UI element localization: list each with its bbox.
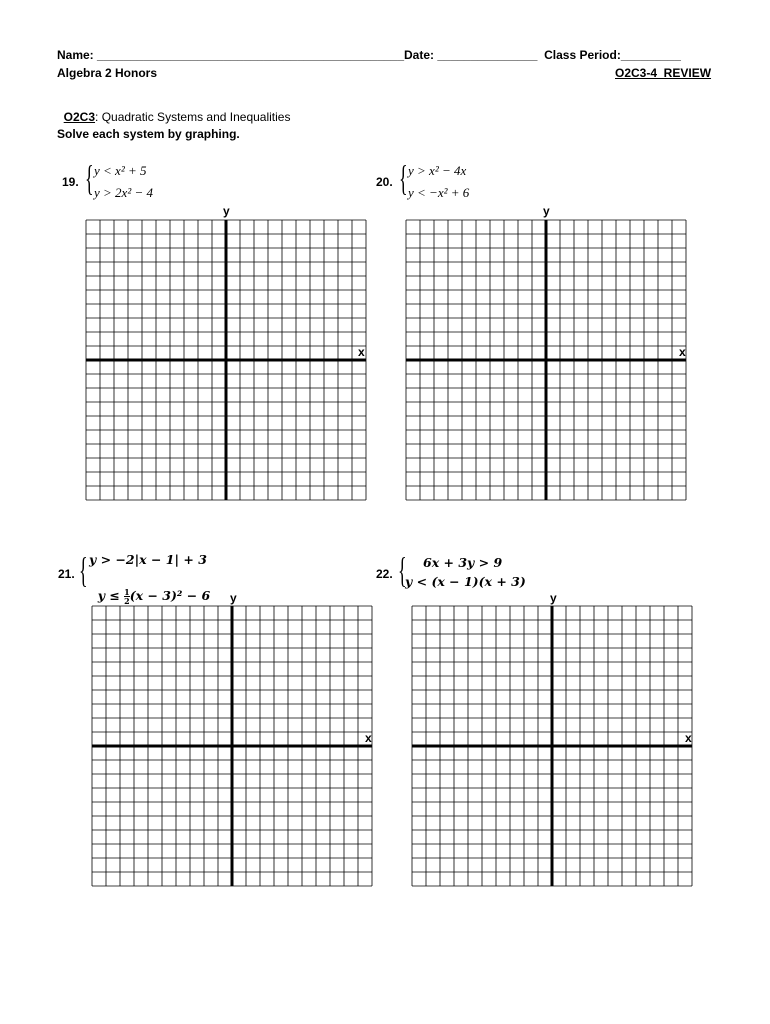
topic-line bbox=[57, 96, 290, 124]
y-axis-label: y bbox=[230, 591, 237, 605]
problem-number: 20. bbox=[376, 175, 393, 189]
coordinate-grid[interactable] bbox=[84, 218, 368, 502]
inequality-2: y < −x² + 6 bbox=[408, 185, 470, 200]
system-brace: { bbox=[85, 158, 94, 198]
topic-code: O2C3 bbox=[63, 110, 96, 124]
x-axis-label: x bbox=[685, 731, 692, 745]
inequality-1: y < x² + 5 bbox=[94, 163, 147, 178]
inequality-2 bbox=[89, 573, 210, 605]
system-brace: { bbox=[79, 550, 88, 590]
y-axis-label: y bbox=[543, 204, 550, 218]
inequality-2: y < (x − 1)(x + 3) bbox=[405, 574, 526, 589]
x-axis-label: x bbox=[365, 731, 372, 745]
inequality-1: y > −2|x − 1| + 3 bbox=[89, 552, 207, 567]
fraction-denominator: 2 bbox=[124, 596, 130, 606]
x-axis-label: x bbox=[358, 345, 365, 359]
system-brace: { bbox=[399, 158, 408, 198]
coordinate-grid[interactable] bbox=[90, 604, 374, 888]
problem-number: 19. bbox=[62, 175, 79, 189]
y-axis-label: y bbox=[223, 204, 230, 218]
inequality-2-right: (x − 3)² − 6 bbox=[129, 588, 211, 603]
problem-number: 22. bbox=[376, 567, 393, 581]
instructions: Solve each system by graphing. bbox=[57, 127, 240, 141]
inequality-1: 6x + 3y > 9 bbox=[423, 555, 503, 570]
topic-title: : Quadratic Systems and Inequalities bbox=[95, 110, 291, 124]
name-date-period-line[interactable]: Name: ______________________________________________Date: _______________ Class Period:_________ bbox=[57, 48, 681, 62]
inequality-2-left: y ≤ bbox=[97, 588, 125, 603]
system-brace: { bbox=[398, 550, 407, 590]
course-title: Algebra 2 Honors bbox=[57, 66, 158, 80]
inequality-2: y > 2x² − 4 bbox=[94, 185, 153, 200]
x-axis-label: x bbox=[679, 345, 686, 359]
coordinate-grid[interactable] bbox=[404, 218, 688, 502]
unit-code: O2C3-4 REVIEW bbox=[615, 66, 712, 80]
inequality-1: y > x² − 4x bbox=[408, 163, 467, 178]
coordinate-grid[interactable] bbox=[410, 604, 694, 888]
y-axis-label: y bbox=[550, 591, 557, 605]
problem-number: 21. bbox=[58, 567, 75, 581]
fraction-numerator: 1 bbox=[124, 587, 130, 597]
